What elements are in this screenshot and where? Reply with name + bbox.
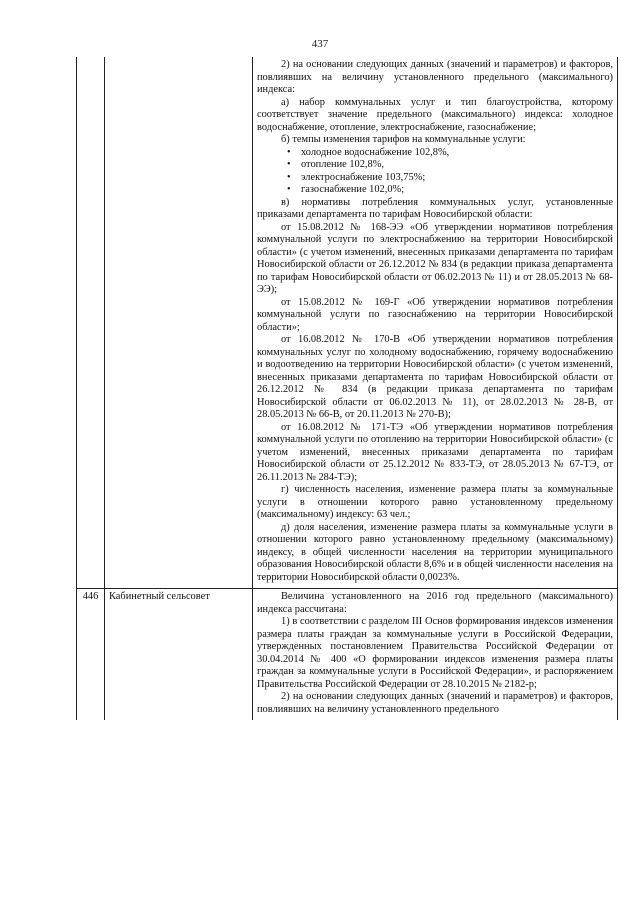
list-item: • отопление 102,8%, xyxy=(257,159,613,172)
paragraph: б) темпы изменения тарифов на коммунальные услуги: xyxy=(281,134,526,145)
list-item: • газоснабжение 102,0%; xyxy=(257,184,613,197)
municipality-name-cell xyxy=(105,57,253,589)
paragraph: от 15.08.2012 № 168-ЭЭ «Об утверждении нормативов потребления коммунальной услуги по электроснабжению на территории Новосибирской области» (с учетом изменений, внесенных приказами департамента по тарифам Новосибирской области от 26.12.2012 № 834 (в редакции приказа департамента по тарифам Новосибирской области от 06.02.2013 № 11) и от 28.05.2013 № 68-ЭЭ); xyxy=(257,221,613,295)
table-row xyxy=(77,589,618,721)
paragraph: д) доля населения, изменение размера платы за коммунальные услуги в отношении которого равно установленному предельному (максимальному) индексу, в общей численности населения на территории муниципального образования Новосибирской области 8,6% и в общей численности населения на территории Новосибирской области 0,0023%. xyxy=(257,521,613,583)
description-cell xyxy=(253,57,618,589)
page-number: 437 xyxy=(311,38,329,50)
paragraph: 2) на основании следующих данных (значений и параметров) и факторов, повлиявших на величину установленного предельного (максимального) индекса: xyxy=(257,59,613,95)
municipality-name-cell: Кабинетный сельсовет xyxy=(105,589,253,721)
paragraph: от 16.08.2012 № 171-ТЭ «Об утверждении нормативов потребления коммунальной услуги по отоплению на территории Новосибирской области» (с учетом изменений, внесенных приказами департамента по тарифам Новосибирской области от 25.12.2012 № 833-ТЭ, от 28.05.2013 № 67-ТЭ, от 26.11.2013 № 284-ТЭ); xyxy=(257,421,613,483)
list-item: • холодное водоснабжение 102,8%, xyxy=(257,147,613,160)
table-row xyxy=(77,57,618,589)
paragraph: 2) на основании следующих данных (значений и параметров) и факторов, повлиявших на величину установленного предельного xyxy=(257,691,613,715)
paragraph: от 15.08.2012 № 169-Г «Об утверждении нормативов потребления коммунальной услуги по газоснабжению на территории Новосибирской области»; xyxy=(257,296,613,333)
paragraph: в) нормативы потребления коммунальных услуг, установленные приказами департамента по тарифам Новосибирской области: xyxy=(257,196,613,220)
index-table xyxy=(76,57,618,720)
description-cell xyxy=(253,589,618,721)
list-item: • электроснабжение 103,75%; xyxy=(257,172,613,185)
tariff-rates-list xyxy=(257,147,613,197)
row-number-cell: 446 xyxy=(77,589,105,721)
paragraph: а) набор коммунальных услуг и тип благоустройства, которому соответствует значение предельного (максимального) индекса: холодное водоснабжение, отопление, электроснабжение, газоснабжение; xyxy=(257,96,613,133)
row-number-cell xyxy=(77,57,105,589)
paragraph: 1) в соответствии с разделом III Основ формирования индексов изменения размера платы граждан за коммунальные услуги в Российской Федерации, утвержденных постановлением Правительства Российской Федерации от 30.04.2014 № 400 «О формировании индексов изменения размера платы граждан за коммунальные услуги в Российской Федерации», и распоряжением Правительства Российской Федерации от 28.10.2015 № 2182-р; xyxy=(257,616,613,690)
paragraph: от 16.08.2012 № 170-В «Об утверждении нормативов потребления коммунальных услуг по холодному водоснабжению, горячему водоснабжению и водоотведению на территории Новосибирской области» (с учетом изменений, внесенных приказами департамента по тарифам Новосибирской области от 26.12.2012 № 834 (в редакции приказа департамента по тарифам Новосибирской области от 06.02.2013 № 11), от 28.02.2013 № 28-В, от 28.05.2013 № 66-В, от 20.11.2013 № 270-В); xyxy=(257,334,613,420)
paragraph: Величина установленного на 2016 год предельного (максимального) индекса рассчитана: xyxy=(257,591,613,615)
paragraph: г) численность населения, изменение размера платы за коммунальные услуги в отношении которого равно установленному предельному (максимальному) индексу: 63 чел.; xyxy=(257,484,613,520)
